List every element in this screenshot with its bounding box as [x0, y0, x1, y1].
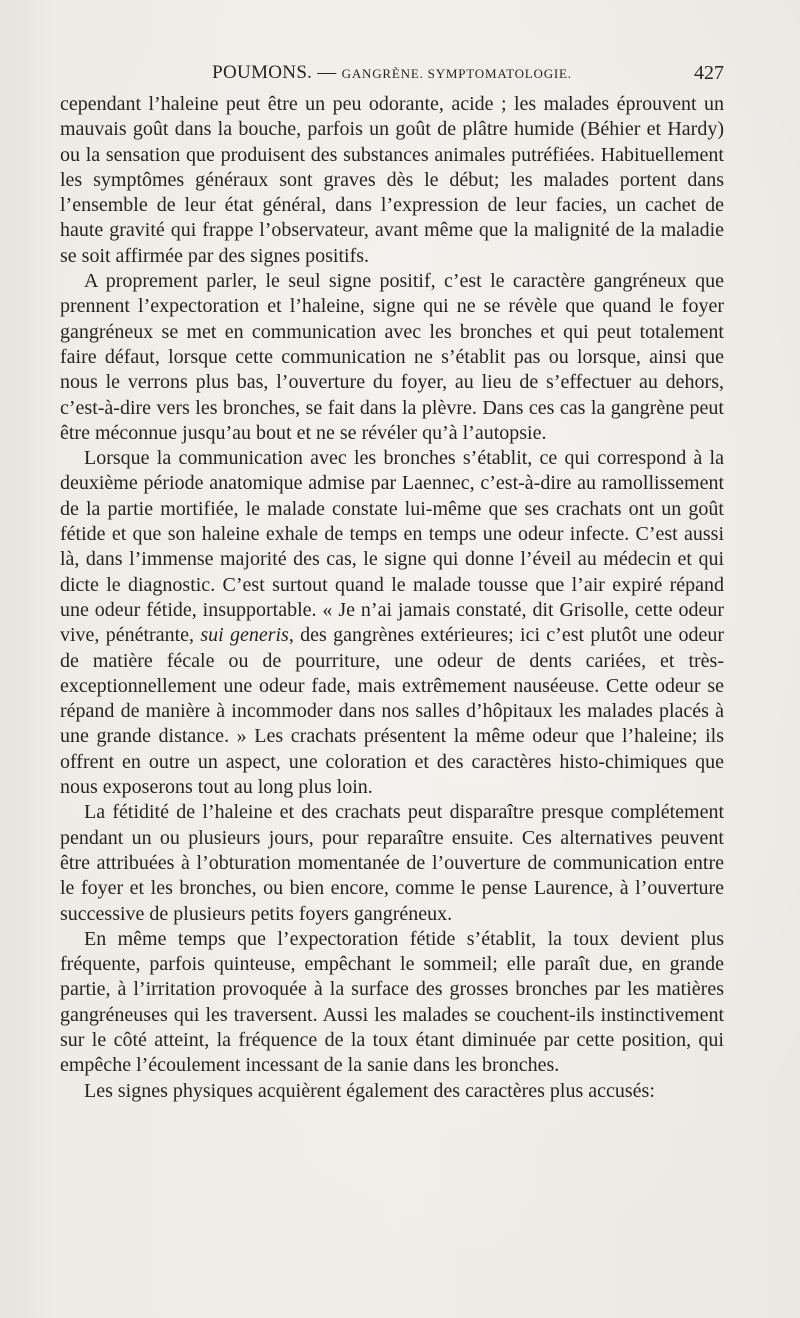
paragraph-text: , des gangrènes extérieures; ici c’est plutôt une odeur de matière fécale ou de pourriture, une odeur de dents cariées, et très-exceptionnellement une odeur fade, mais extrêmement nauséeuse. Cette odeur se répand de manière à incommoder dans nos salles d’hôpitaux les malades placés à une grande distance. » Les crachats présentent la même odeur que l’haleine; ils offrent en outre un aspect, une coloration et des caractères histo-chimiques que nous exposerons tout au long plus loin. — [60, 624, 725, 799]
running-head-title: POUMONS. — [212, 62, 313, 83]
paragraph: La fétidité de l’haleine et des crachats peut disparaître presque complétement pendant un ou plusieurs jours, pour reparaître ensuite. Ces alternatives peuvent être attribuées à l’obturation momentanée de l’ouverture de communication entre le foyer et les bronches, ou bien encore, comme le pense Laurence, à l’ouverture successive de plusieurs petits foyers gangréneux. — [60, 801, 724, 925]
paragraph-text: Lorsque la communication avec les bronches s’établit, ce qui correspond à la deuxième période anatomique admise par Laennec, c’est-à-dire au ramollissement de la partie mortifiée, le malade constate lui-même que ses crachats ont un goût fétide et que son haleine exhale de temps en temps une odeur infecte. C’est aussi là, dans l’immense majorité des cas, le signe qui donne l’éveil au médecin et qui dicte le diagnostic. C’est surtout quand le malade tousse que l’air expiré répand une odeur fétide, insupportable. « Je n’ai jamais constaté, dit Grisolle, cette odeur vive, pénétrante, — [60, 447, 724, 647]
page-number: 427 — [694, 62, 724, 84]
running-head-dash: — — [317, 62, 337, 83]
paragraph — [60, 446, 724, 800]
italic-phrase: sui generis — [200, 624, 289, 647]
body-text — [60, 92, 724, 1104]
paragraph: cependant l’haleine peut être un peu odorante, acide ; les malades éprouvent un mauvais goût dans la bouche, parfois un goût de plâtre humide (Béhier et Hardy) ou la sensation que produisent des substances animales putréfiées. Habituellement les symptômes généraux sont graves dès le début; les malades portent dans l’ensemble de leur état général, dans l’expression de leur facies, un cachet de haute gravité qui frappe l’observateur, avant même que la malignité de la maladie se soit affirmée par des signes positifs. — [60, 93, 724, 267]
paragraph: En même temps que l’expectoration fétide s’établit, la toux devient plus fréquente, parfois quinteuse, empêchant le sommeil; elle paraît due, en grande partie, à l’irritation provoquée à la surface des grosses bronches par les matières gangréneuses qui les traversent. Aussi les malades se couchent-ils instinctivement sur le côté atteint, la fréquence de la toux étant diminuée par cette position, qui empêche l’écoulement incessant de la sanie dans les bronches. — [60, 927, 724, 1077]
paragraph: Les signes physiques acquièrent également des caractères plus accusés: — [84, 1079, 655, 1102]
paragraph: A proprement parler, le seul signe positif, c’est le caractère gangréneux que prennent l’expectoration et l’haleine, signe qui ne se révèle que quand le foyer gangréneux se met en communication avec les bronches et qui peut totalement faire défaut, lorsque cette communication ne s’établit pas ou lorsque, ainsi que nous le verrons plus bas, l’ouverture du foyer, au lieu de s’effectuer au dehors, c’est-à-dire vers les bronches, se fait dans la plèvre. Dans ces cas la gangrène peut être méconnue jusqu’au bout et ne se révéler qu’à l’autopsie. — [60, 270, 724, 444]
page-header — [60, 60, 724, 86]
running-head — [60, 60, 724, 87]
running-head-section: GANGRÈNE. SYMPTOMATOLOGIE. — [341, 66, 572, 81]
